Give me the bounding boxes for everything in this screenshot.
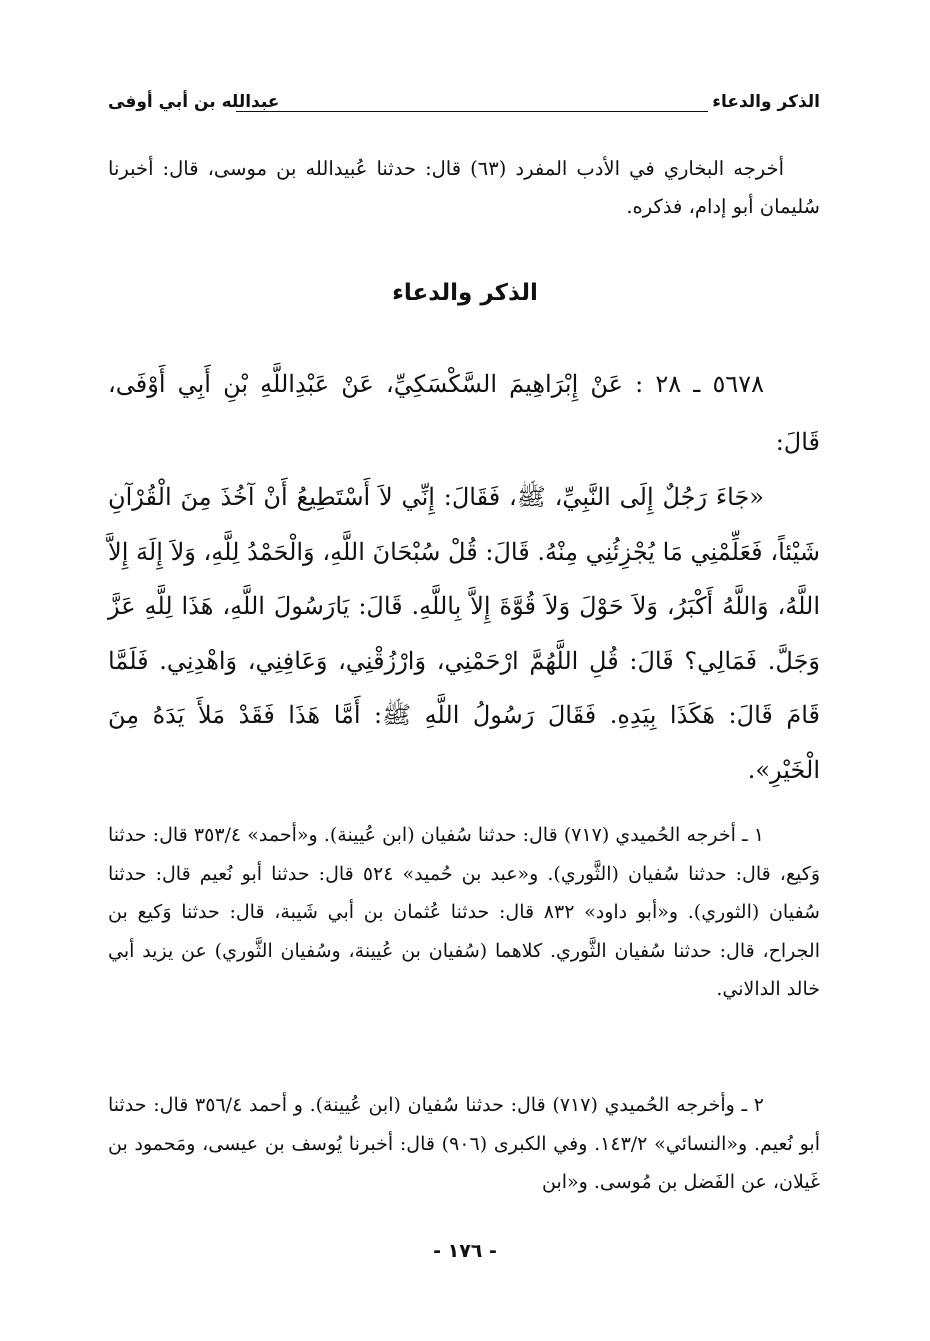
footnote-2-text: ٢ ـ وأخرجه الحُميدي (٧١٧) قال: حدثنا سُفيان (ابن عُيينة). و أحمد ٣٥٦/٤ قال: حدثنا أبو نُعيم. و«النسائي» ١٤٣/٢. وفي الكبرى (٩٠٦) قال: أخبرنا يُوسف بن عيسى، ومَحمود بن غَيلان، عن الفَضل بن مُوسى. و«ابن xyxy=(108,1094,820,1193)
header-rule xyxy=(236,111,708,112)
hadith-chain: عَنْ إِبْرَاهِيمَ السَّكْسَكِيِّ، عَنْ عَبْدِاللَّهِ بْنِ أَبِي أَوْفَى، قَالَ: xyxy=(108,370,820,456)
hadith-number: ٥٦٧٨ ـ ٢٨ : xyxy=(635,370,764,398)
hadith-body xyxy=(108,470,820,797)
header-chapter-title: الذكر والدعاء xyxy=(712,92,820,112)
header-companion-name: عبدالله بن أبي أوفى xyxy=(108,92,280,112)
intro-text: أخرجه البخاري في الأدب المفرد (٦٣) قال: حدثنا عُبيدالله بن موسى، قال: أخبرنا سُليمان أبو إدام، فذكره. xyxy=(108,157,820,218)
section-title: الذكر والدعاء xyxy=(392,280,538,306)
running-header xyxy=(108,92,820,122)
footnote-1 xyxy=(108,816,820,1009)
footnote-2 xyxy=(108,1086,820,1202)
page-number: - ١٧٦ - xyxy=(433,1240,497,1262)
footnote-1-text: ١ ـ أخرجه الحُميدي (٧١٧) قال: حدثنا سُفيان (ابن عُيينة). و«أحمد» ٣٥٣/٤ قال: حدثنا وَكيع، قال: حدثنا سُفيان (الثَّوري). و«عبد بن حُميد» ٥٢٤ قال: حدثنا أبو نُعيم قال: حدثنا سُفيان (الثوري). و«أبو داود» ٨٣٢ قال: حدثنا عُثمان بن أبي شَيبة، قال: حدثنا وَكيع بن الجراح، قال: حدثنا سُفيان الثَّوري. كلاهما (سُفيان بن عُيينة، وسُفيان الثَّوري) عن يزيد أبي خالد الدالاني. xyxy=(108,824,821,1000)
intro-paragraph xyxy=(108,150,820,226)
hadith-text: «جَاءَ رَجُلٌ إِلَى النَّبِيِّ، ﷺ، فَقَالَ: إِنِّي لاَ أَسْتَطِيعُ أَنْ آخُذَ مِنَ الْقُرْآنِ شَيْئاً، فَعَلِّمْنِي مَا يُجْزِئُنِي مِنْهُ. قَالَ: قُلْ سُبْحَانَ اللَّهِ، وَالْحَمْدُ لِلَّهِ، وَلاَ إِلَهَ إِلاَّ اللَّهُ، وَاللَّهُ أَكْبَرُ، وَلاَ حَوْلَ وَلاَ قُوَّةَ إِلاَّ بِاللَّهِ. قَالَ: يَارَسُولَ اللَّهِ، هَذَا لِلَّهِ عَزَّ وَجَلَّ. فَمَالِي؟ قَالَ: قُلِ اللَّهُمَّ ارْحَمْنِي، وَارْزُقْنِي، وَعَافِنِي، وَاهْدِنِي. فَلَمَّا قَامَ قَالَ: هَكَذَا بِيَدِهِ. فَقَالَ رَسُولُ اللَّهِ ﷺ: أَمَّا هَذَا فَقَدْ مَلأَ يَدَهُ مِنَ الْخَيْرِ». xyxy=(108,483,820,784)
hadith-heading xyxy=(108,355,820,471)
